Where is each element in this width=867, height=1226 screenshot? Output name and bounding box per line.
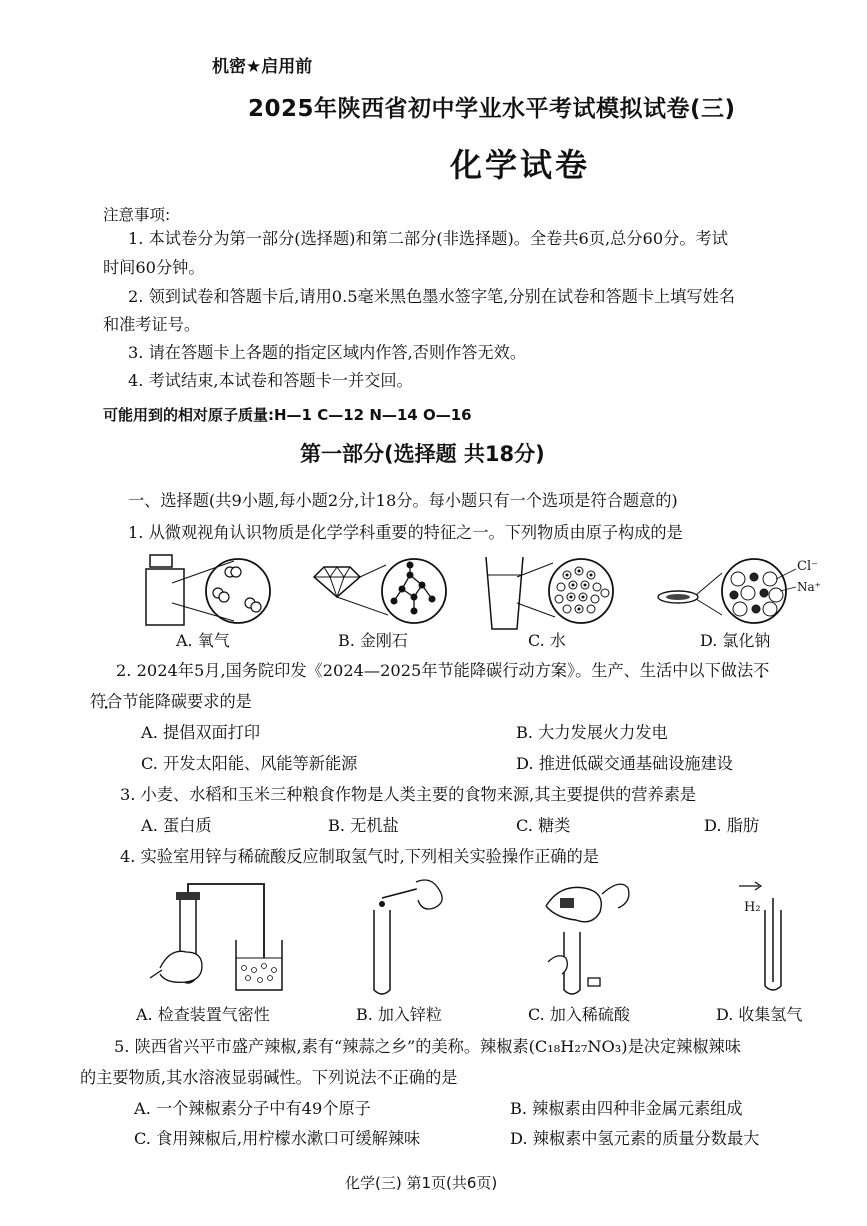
note-1-line-1: 1. 本试卷分为第一部分(选择题)和第二部分(非选择题)。全卷共6页,总分60分。考试 bbox=[128, 229, 728, 248]
diamond-structure-diagram bbox=[310, 553, 450, 633]
section-1-instructions: 一、选择题(共9小题,每小题2分,计18分。每小题只有一个选项是符合题意的) bbox=[128, 491, 678, 510]
q2-option-d[interactable]: D. 推进低碳交通基础设施建设 bbox=[516, 754, 733, 773]
q5-stem-line-2: 的主要物质,其水溶液显弱碱性。下列说法不正确的是 bbox=[80, 1068, 458, 1087]
adding-zinc-diagram bbox=[362, 878, 462, 998]
q3-option-b[interactable]: B. 无机盐 bbox=[328, 816, 399, 835]
note-2-line-2: 和准考证号。 bbox=[103, 315, 201, 334]
q5-option-d[interactable]: D. 辣椒素中氢元素的质量分数最大 bbox=[510, 1129, 760, 1148]
q1-option-d[interactable]: D. 氯化钠 bbox=[700, 631, 771, 650]
q3-option-d[interactable]: D. 脂肪 bbox=[704, 816, 760, 835]
q2-option-c[interactable]: C. 开发太阳能、风能等新能源 bbox=[141, 754, 358, 773]
atomic-mass-line: 可能用到的相对原子质量:H—1 C—12 N—14 O—16 bbox=[103, 406, 472, 424]
q5-stem-line-1: 5. 陕西省兴平市盛产辣椒,素有“辣蒜之乡”的美称。辣椒素(C₁₈H₂₇NO₃)是决定辣椒辣味 bbox=[114, 1037, 741, 1056]
q1-option-b[interactable]: B. 金刚石 bbox=[338, 631, 408, 650]
q4-option-c[interactable]: C. 加入稀硫酸 bbox=[528, 1005, 630, 1024]
page-footer: 化学(三) 第1页(共6页) bbox=[345, 1174, 498, 1192]
confidential-label: 机密★启用前 bbox=[212, 57, 313, 77]
q5-option-b[interactable]: B. 辣椒素由四种非金属元素组成 bbox=[510, 1099, 743, 1118]
note-4: 4. 考试结束,本试卷和答题卡一并交回。 bbox=[128, 371, 413, 390]
exam-title: 2025年陕西省初中学业水平考试模拟试卷(三) bbox=[248, 96, 736, 122]
note-3: 3. 请在答题卡上各题的指定区域内作答,否则作答无效。 bbox=[128, 343, 527, 362]
q4-option-a[interactable]: A. 检查装置气密性 bbox=[136, 1005, 270, 1024]
adding-sulfuric-acid-diagram bbox=[540, 878, 650, 998]
subject-title: 化学试卷 bbox=[450, 146, 591, 184]
hydrogen-label: H₂ bbox=[744, 900, 761, 915]
q3-option-c[interactable]: C. 糖类 bbox=[516, 816, 571, 835]
q4-option-b[interactable]: B. 加入锌粒 bbox=[356, 1005, 442, 1024]
q4-option-d[interactable]: D. 收集氢气 bbox=[716, 1005, 803, 1024]
section-1-title: 第一部分(选择题 共18分) bbox=[300, 442, 545, 466]
airtightness-check-diagram bbox=[140, 878, 290, 998]
q3-option-a[interactable]: A. 蛋白质 bbox=[141, 816, 212, 835]
q2-stem-line-2: 符合节能降碳要求的是 bbox=[90, 692, 252, 711]
note-1-line-2: 时间60分钟。 bbox=[103, 258, 205, 277]
q2-option-a[interactable]: A. 提倡双面打印 bbox=[141, 723, 261, 742]
q4-stem: 4. 实验室用锌与稀硫酸反应制取氢气时,下列相关实验操作正确的是 bbox=[120, 847, 599, 866]
q2-stem-line-1: 2. 2024年5月,国务院印发《2024—2025年节能降碳行动方案》。生产、生活中以下做法不 bbox=[116, 661, 770, 680]
notes-heading: 注意事项: bbox=[103, 206, 171, 224]
q2-option-b[interactable]: B. 大力发展火力发电 bbox=[516, 723, 668, 742]
water-glass-diagram bbox=[483, 553, 623, 633]
q1-option-c[interactable]: C. 水 bbox=[528, 631, 566, 650]
chloride-ion-label: Cl⁻ bbox=[797, 559, 818, 574]
collect-hydrogen-diagram bbox=[735, 878, 795, 998]
q5-option-a[interactable]: A. 一个辣椒素分子中有49个原子 bbox=[134, 1099, 371, 1118]
q3-stem: 3. 小麦、水稻和玉米三种粮食作物是人类主要的食物来源,其主要提供的营养素是 bbox=[120, 785, 697, 804]
sodium-ion-label: Na⁺ bbox=[797, 580, 821, 594]
q1-stem: 1. 从微观视角认识物质是化学学科重要的特征之一。下列物质由原子构成的是 bbox=[128, 523, 683, 542]
q1-option-a[interactable]: A. 氧气 bbox=[176, 631, 230, 650]
oxygen-bottle-diagram bbox=[138, 553, 278, 633]
q5-option-c[interactable]: C. 食用辣椒后,用柠檬水漱口可缓解辣味 bbox=[134, 1129, 421, 1148]
note-2-line-1: 2. 领到试卷和答题卡后,请用0.5毫米黑色墨水签字笔,分别在试卷和答题卡上填写姓名 bbox=[128, 287, 735, 306]
